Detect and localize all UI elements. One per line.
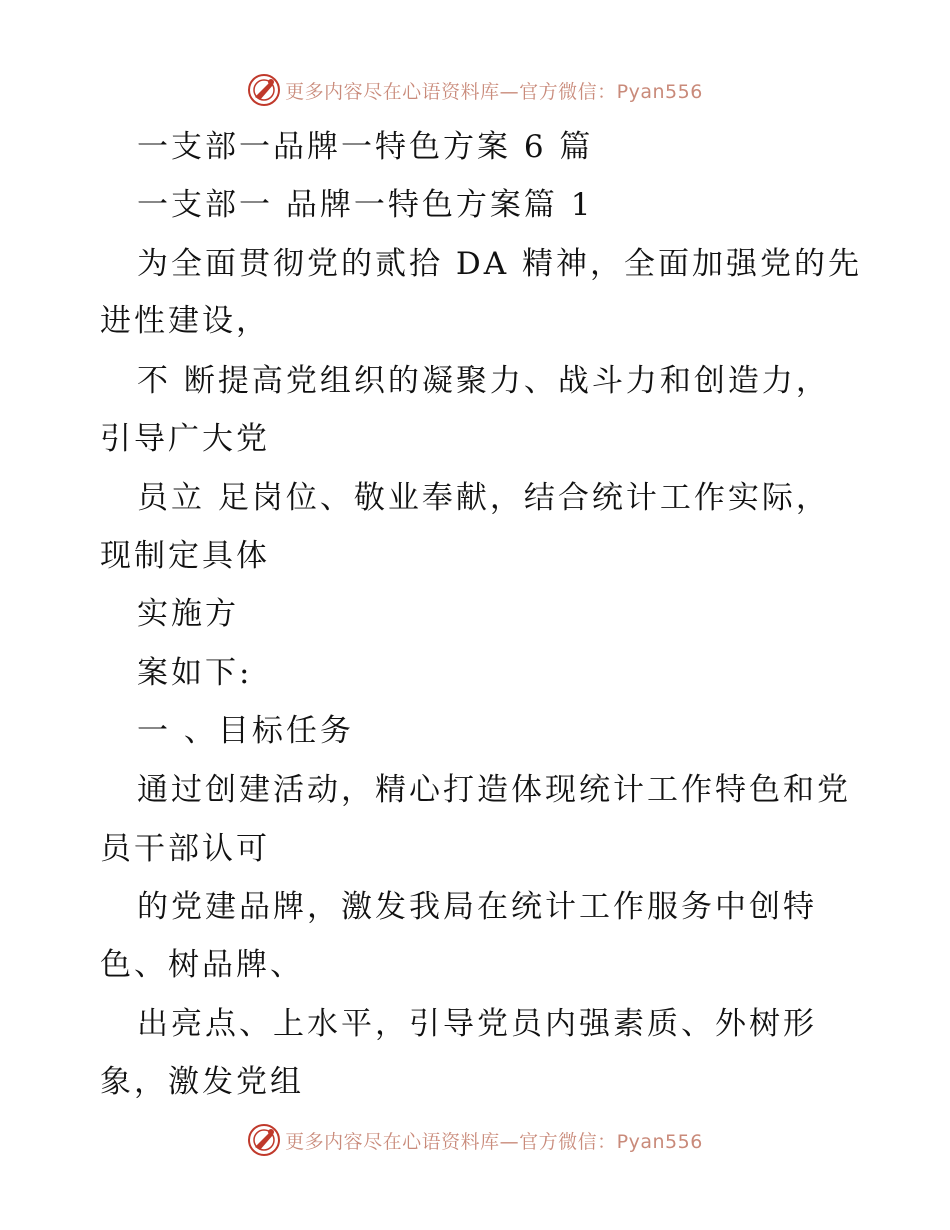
document-title: 一支部一品牌一特色方案 6 篇 <box>137 129 594 165</box>
paragraph-line: 色、树品牌、 <box>100 947 304 983</box>
paragraph-line: 的党建品牌，激发我局在统计工作服务中创特 <box>137 889 817 925</box>
paragraph-line: 实施方 <box>137 596 239 632</box>
paragraph-line: 案如下: <box>137 655 253 691</box>
paragraph-line: 不 断提高党组织的凝聚力、战斗力和创造力， <box>137 363 830 399</box>
paragraph-line: 员干部认可 <box>100 831 270 867</box>
paragraph-line: 员立 足岗位、敬业奉献，结合统计工作实际， <box>137 480 830 516</box>
section-heading: 一 、目标任务 <box>137 713 354 749</box>
paragraph-line: 出亮点、上水平，引导党员内强素质、外树形 <box>137 1006 817 1042</box>
footer-watermark-banner <box>0 1120 950 1160</box>
paragraph-line: 进性建设， <box>100 303 270 339</box>
paragraph-line: 为全面贯彻党的贰拾 DA 精神，全面加强党的先 <box>137 246 862 282</box>
red-seal-logo-icon <box>247 1123 281 1157</box>
paragraph-line: 引导广大党 <box>100 421 270 457</box>
paragraph-line: 现制定具体 <box>100 538 270 574</box>
document-subtitle: 一支部一 品牌一特色方案篇 1 <box>137 187 594 223</box>
paragraph-line: 通过创建活动，精心打造体现统计工作特色和党 <box>137 772 851 808</box>
paragraph-line: 象，激发党组 <box>100 1064 304 1100</box>
header-watermark-text: 更多内容尽在心语资料库—官方微信：Pyan556 <box>285 80 703 103</box>
footer-watermark-text: 更多内容尽在心语资料库—官方微信：Pyan556 <box>285 1130 703 1153</box>
